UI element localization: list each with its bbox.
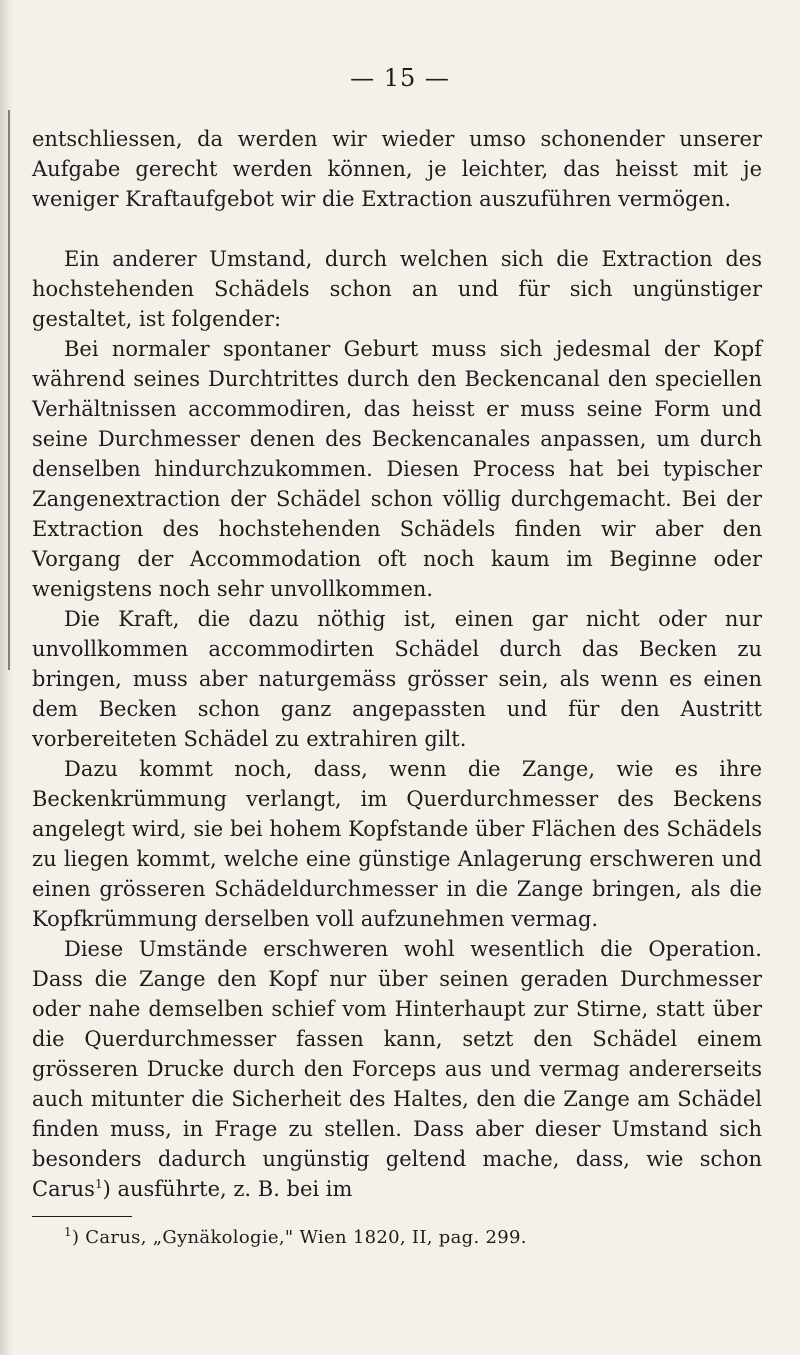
paragraph-5: Dazu kommt noch, dass, wenn die Zange, wie es ihre Beckenkrümmung verlangt, im Querdurchmesser des Beckens angelegt wird, sie bei hohem Kopfstande über Flächen des Schädels zu liegen kommt, welche eine günstige Anlagerung erschweren und einen grösseren Schädeldurchmesser in die Zange bringen, als die Kopfkrümmung derselben voll aufzunehmen vermag.	[32, 757, 762, 931]
footnote	[32, 1227, 762, 1249]
paragraph-3: Bei normaler spontaner Geburt muss sich jedesmal der Kopf während seines Durchtrittes durch den Beckencanal den speciellen Verhältnissen accommodiren, das heisst er muss seine Form und seine Durchmesser denen des Beckencanales anpassen, um durch denselben hindurchzukommen. Diesen Process hat bei typischer Zangenextraction der Schädel schon völlig durchgemacht. Bei der Extraction des hochstehenden Schädels finden wir aber den Vorgang der Accommodation oft noch kaum im Beginne oder wenigstens noch sehr unvollkommen.	[32, 337, 762, 601]
document-page	[32, 66, 762, 1249]
page-binding-edge	[0, 0, 14, 1355]
footnote-divider	[32, 1216, 132, 1217]
paragraph-6	[32, 934, 762, 1204]
footnote-text: ) Carus, „Gynäkologie," Wien 1820, II, pag. 299.	[71, 1227, 527, 1248]
paragraph-6-tail: ) ausführte, z. B. bei im	[102, 1177, 353, 1201]
footnote-marker: 1	[64, 1225, 72, 1239]
page-number: — 15 —	[350, 64, 450, 92]
paragraph-4: Die Kraft, die dazu nöthig ist, einen gar nicht oder nur unvollkommen accommodirten Schädel durch das Becken zu bringen, muss aber naturgemäss grösser sein, als wenn es einen dem Becken schon ganz angepassten und für den Austritt vorbereiteten Schädel zu extrahiren gilt.	[32, 607, 762, 751]
paragraph-2: Ein anderer Umstand, durch welchen sich die Extraction des hochstehenden Schädels schon an und für sich ungünstiger gestaltet, ist folgender:	[32, 247, 762, 331]
paragraph-6-text: Diese Umstände erschweren wohl wesentlich die Operation. Dass die Zange den Kopf nur über seinen geraden Durchmesser oder nahe demselben schief vom Hinterhaupt zur Stirne, statt über die Querdurchmesser fassen kann, setzt den Schädel einem grösseren Drucke durch den Forceps aus und vermag andererseits auch mitunter die Sicherheit des Haltes, den die Zange am Schädel finden muss, in Frage zu stellen. Dass aber dieser Umstand sich besonders dadurch ungünstig geltend mache, dass, wie schon Carus	[32, 937, 762, 1201]
binding-shadow-line	[8, 110, 10, 670]
paragraph-1: entschliessen, da werden wir wieder umso schonender unserer Aufgabe gerecht werden können, je leichter, das heisst mit je weniger Kraftaufgebot wir die Extraction auszuführen vermögen.	[32, 127, 762, 211]
footnote-reference: 1	[94, 1177, 103, 1191]
